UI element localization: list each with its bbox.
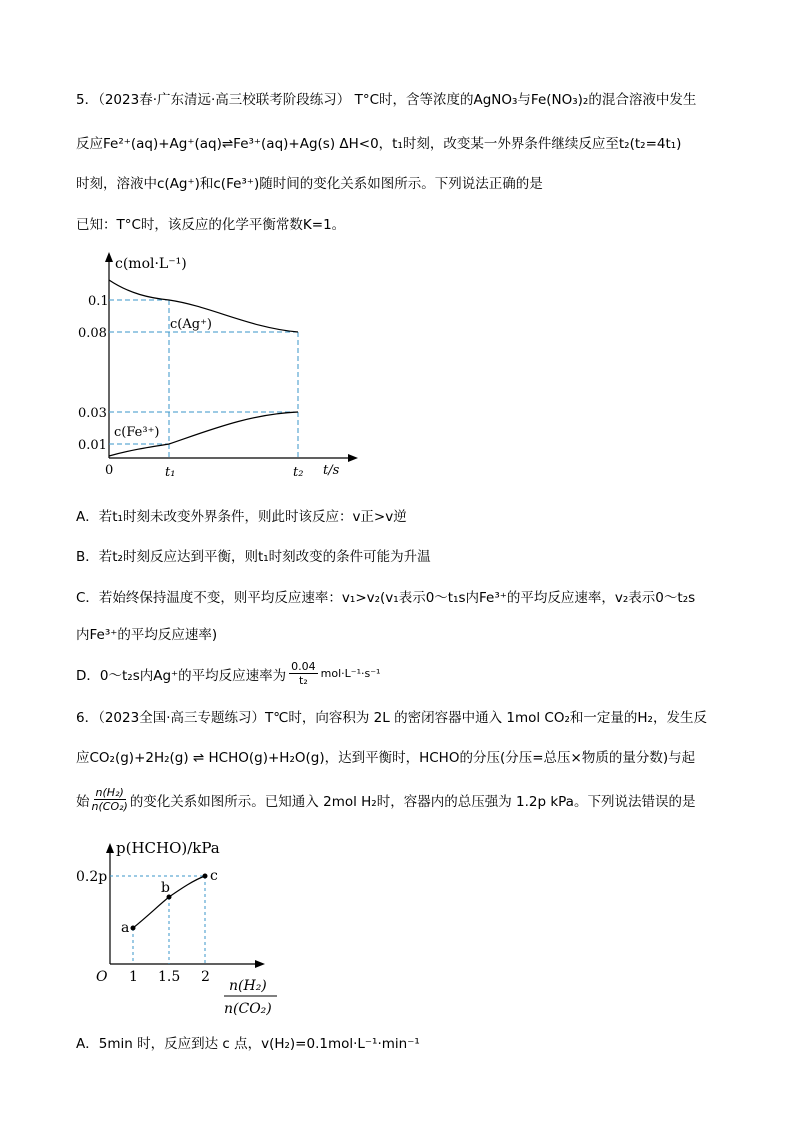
q5-xtick-0: 0	[105, 463, 114, 478]
q6-point-b-label: b	[161, 880, 170, 896]
q5-y-axis-arrow	[105, 252, 113, 262]
q6-point-c-label: c	[210, 868, 218, 884]
q6-origin-label: O	[96, 969, 108, 985]
q5-line-3: 时刻，溶液中c(Ag⁺)和c(Fe³⁺)随时间的变化关系如图所示。下列说法正确的是	[76, 176, 543, 192]
q6-pressure-chart	[74, 834, 284, 1024]
q5-ytick-0.03: 0.03	[78, 406, 107, 421]
q5-option-d	[76, 660, 380, 687]
q6-xtick-2: 2	[201, 969, 210, 985]
q5-ag-label: c(Ag⁺)	[170, 317, 212, 332]
q5-option-a: A．若t₁时刻未改变外界条件，则此时该反应：v正>v逆	[76, 509, 407, 525]
q5-option-c-line-1: C．若始终保持温度不变，则平均反应速率：v₁>v₂(v₁表示0～t₁s内Fe³⁺的平均反应速率，v₂表示0～t₂s	[76, 590, 696, 606]
q6-line-3	[76, 786, 695, 813]
q6-y-axis-arrow	[106, 843, 114, 853]
q6-x-axis-label-denominator: n(CO₂)	[224, 1001, 272, 1017]
q5-option-d-unit: mol·L⁻¹·s⁻¹	[320, 667, 381, 680]
q6-ratio-denominator: n(CO₂)	[91, 800, 128, 813]
q5-option-b: B．若t₂时刻反应达到平衡，则t₁时刻改变的条件可能为升温	[76, 549, 431, 565]
q5-x-axis-arrow	[348, 454, 358, 462]
q5-line-4: 已知：T°C时，该反应的化学平衡常数K=1。	[76, 217, 346, 233]
q5-ytick-0.1: 0.1	[88, 294, 109, 309]
q5-ytick-0.01: 0.01	[78, 438, 107, 453]
q6-ratio-fraction	[92, 786, 128, 813]
q5-option-d-fraction	[289, 660, 318, 687]
q6-line-3-suffix: 的变化关系如图所示。已知通入 2mol H₂时，容器内的总压强为 1.2p kPa。下列说法错误的是	[129, 793, 696, 810]
q6-point-a-label: a	[121, 920, 130, 936]
q6-line-3-prefix: 始	[76, 793, 90, 810]
q5-concentration-chart	[70, 248, 360, 483]
q5-ytick-0.08: 0.08	[78, 326, 107, 341]
q5-option-d-denominator: t₂	[299, 674, 308, 687]
q5-option-d-numerator: 0.04	[291, 660, 316, 673]
q5-option-d-prefix: D．0～t₂s内Ag⁺的平均反应速率为	[76, 667, 287, 684]
q5-xtick-t2: t₂	[293, 465, 304, 480]
q5-line-1: 5．（2023春·广东清远·高三校联考阶段练习） T°C时，含等浓度的AgNO₃与Fe(NO₃)₂的混合溶液中发生	[76, 92, 697, 108]
q6-line-2: 应CO₂(g)+2H₂(g) ⇌ HCHO(g)+H₂O(g)，达到平衡时，HCHO的分压(分压=总压×物质的量分数)与起	[76, 750, 696, 766]
q6-x-axis-label-numerator: n(H₂)	[229, 978, 267, 994]
q6-option-a: A．5min 时，反应到达 c 点，v(H₂)=0.1mol·L⁻¹·min⁻¹	[76, 1036, 420, 1052]
q5-y-axis-label: c(mol·L⁻¹)	[115, 256, 187, 272]
q6-x-axis-arrow	[255, 960, 265, 968]
q6-xtick-1.5: 1.5	[158, 969, 181, 985]
q5-line-2: 反应Fe²⁺(aq)+Ag⁺(aq)⇌Fe³⁺(aq)+Ag(s) ΔH<0，t₁时刻，改变某一外界条件继续反应至t₂(t₂=4t₁)	[76, 136, 682, 152]
q6-point-c	[203, 874, 208, 879]
q6-line-1: 6．（2023全国·高三专题练习）T℃时，向容积为 2L 的密闭容器中通入 1mol CO₂和一定量的H₂，发生反	[76, 710, 707, 726]
q6-point-a	[131, 926, 136, 931]
q6-y-axis-label: p(HCHO)/kPa	[116, 839, 220, 857]
q5-x-axis-label: t/s	[323, 463, 340, 478]
q6-ratio-numerator: n(H₂)	[95, 786, 124, 799]
q6-xtick-1: 1	[129, 969, 138, 985]
q5-xtick-t1: t₁	[165, 465, 176, 480]
q5-option-c-line-2: 内Fe³⁺的平均反应速率)	[76, 627, 218, 643]
q5-fe-label: c(Fe³⁺)	[114, 425, 160, 440]
q6-ytick-0.2p: 0.2p	[76, 869, 108, 885]
